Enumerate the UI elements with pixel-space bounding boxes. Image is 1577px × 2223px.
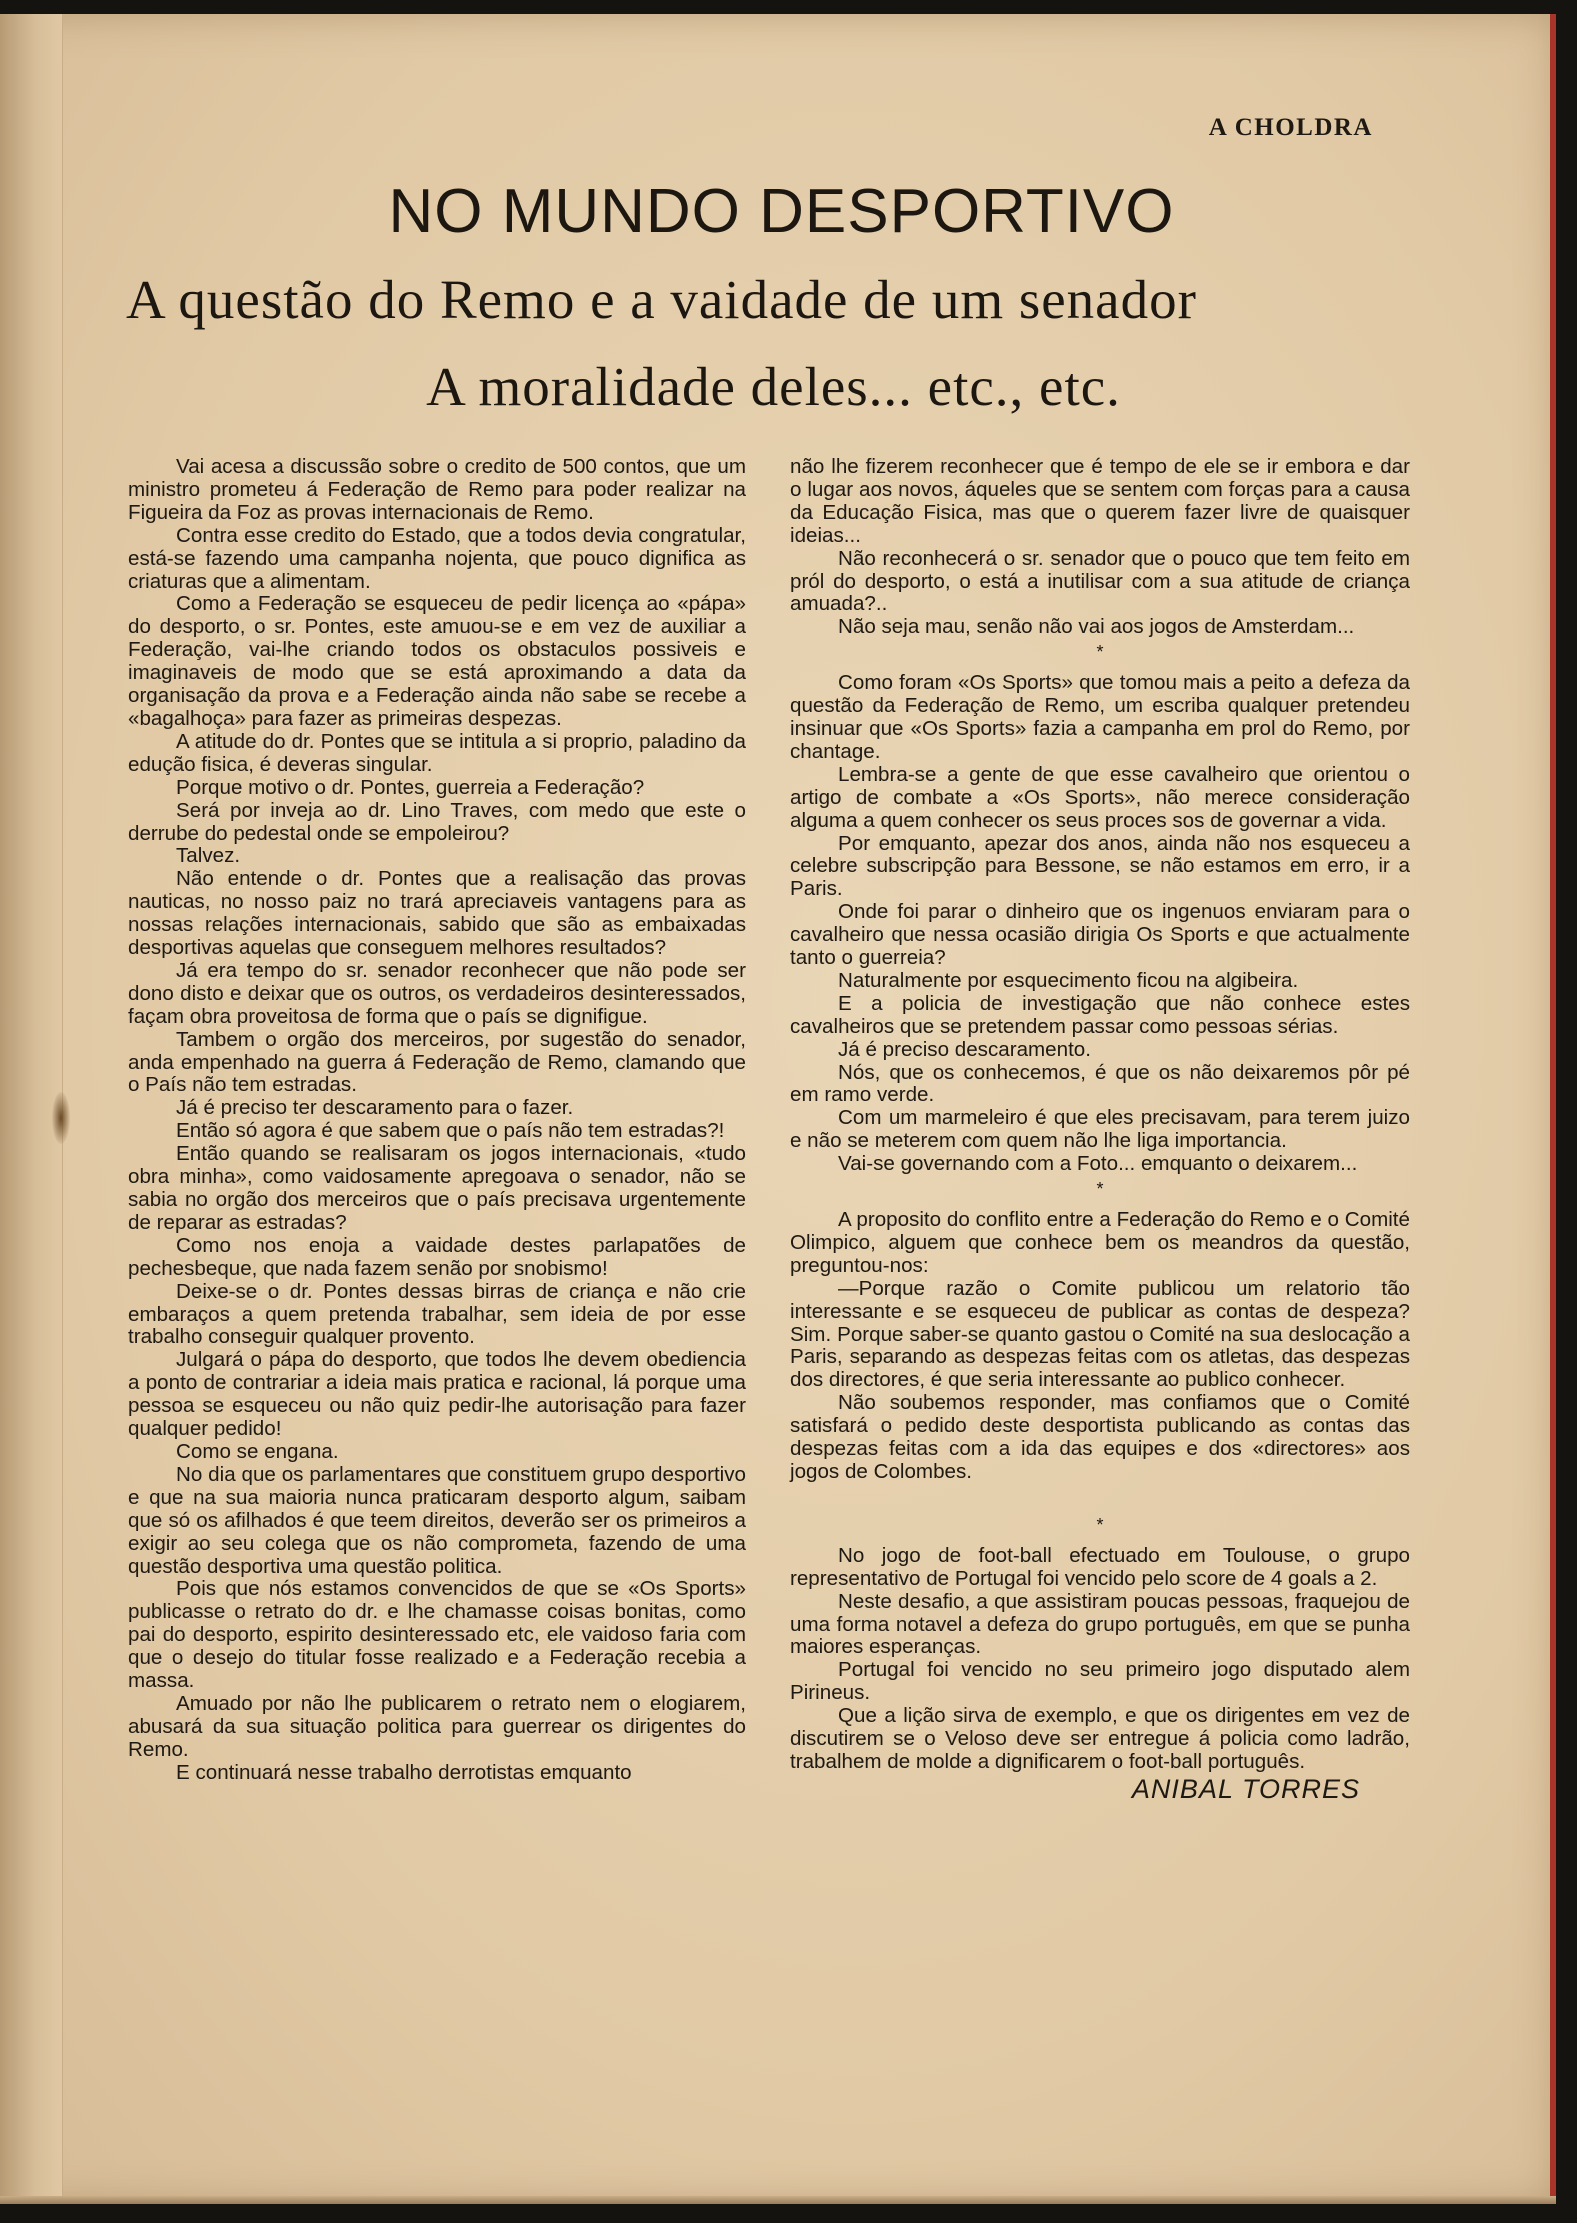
paragraph: Porque motivo o dr. Pontes, guerreia a Federação? xyxy=(176,775,645,799)
paragraph: Então só agora é que sabem que o país não tem estradas?! xyxy=(176,1119,725,1143)
page-edge-bottom xyxy=(0,2196,1556,2204)
paragraph: A atitude do dr. Pontes que se intitula a si proprio, paladino da edução fisica, é deveras singular. xyxy=(128,729,746,776)
paragraph: Como foram «Os Sports» que tomou mais a peito a defeza da questão da Federação de Remo, um escriba qualquer pretendeu insinuar que «Os Sports» fazia a campanha em prol do Remo, por chantage. xyxy=(790,671,1410,763)
paragraph: Portugal foi vencido no seu primeiro jogo disputado alem Pirineus. xyxy=(790,1658,1410,1705)
paragraph: Que a lição sirva de exemplo, e que os dirigentes em vez de discutirem se o Veloso deve ser entregue á policia como ladrão, trabalhem de molde a dignificarem o foot-ball português. xyxy=(790,1704,1410,1773)
paragraph: A proposito do conflito entre a Federação do Remo e o Comité Olimpico, alguem que conhece bem os meandros da questão, preguntou-nos: xyxy=(790,1208,1410,1277)
paragraph: Vai-se governando com a Foto... emquanto o deixarem... xyxy=(838,1152,1358,1176)
paragraph: Pois que nós estamos convencidos de que se «Os Sports» publicasse o retrato do dr. e lhe chamasse coisas bonitas, como pai do desporto, espirito desinteressado etc, ele vaidoso faria com que o desejo do titular fosse realizado e a Federação recebia a massa. xyxy=(128,1577,746,1693)
section-separator: * xyxy=(1096,642,1104,663)
paragraph: Como se engana. xyxy=(176,1439,339,1463)
article-title xyxy=(0,176,1577,247)
article-title-text: NO MUNDO DESPORTIVO xyxy=(388,177,1175,246)
author-signature: ANIBAL TORRES xyxy=(1131,1773,1360,1804)
paragraph: Não soubemos responder, mas confiamos que o Comité satisfará o pedido deste desportista publicando as contas das despezas feitas com a ida das equipes e dos «directores» aos jogos de Colombes. xyxy=(790,1391,1410,1483)
paragraph: Não seja mau, senão não vai aos jogos de Amsterdam... xyxy=(838,615,1355,639)
paragraph: Talvez. xyxy=(176,844,241,868)
paragraph: Neste desafio, a que assistiram poucas pessoas, fraquejou de uma forma notavel a defeza do grupo português, em que se punha maiores esperanças. xyxy=(790,1589,1410,1659)
page-edge-red xyxy=(1550,14,1556,2204)
paragraph: Naturalmente por esquecimento ficou na algibeira. xyxy=(838,968,1299,992)
section-separator: * xyxy=(1096,1179,1104,1200)
paragraph: Vai acesa a discussão sobre o credito de 500 contos, que um ministro prometeu á Federação de Remo para poder realizar na Figueira da Foz as provas internacionais de Remo. xyxy=(128,455,746,524)
paragraph: Já era tempo do sr. senador reconhecer que não pode ser dono disto e deixar que os outros, os verdadeiros desinteressados, façam obra proveitosa de forma que o país se dignifigue. xyxy=(128,958,746,1028)
paragraph: Amuado por não lhe publicarem o retrato nem o elogiarem, abusará da sua situação politica para guerrear os dirigentes do Remo. xyxy=(128,1691,746,1761)
paragraph: Nós, que os conhecemos, é que os não deixaremos pôr pé em ramo verde. xyxy=(790,1060,1410,1107)
paragraph: Lembra-se a gente de que esse cavalheiro que orientou o artigo de combate a «Os Sports», não merece consideração alguma a quem conhecer os seus proces sos de governar a vida. xyxy=(790,762,1410,832)
paragraph: Onde foi parar o dinheiro que os ingenuos enviaram para o cavalheiro que nessa ocasião dirigia Os Sports e que actualmente tanto o guerreia? xyxy=(790,900,1410,970)
paragraph: E a policia de investigação que não conhece estes cavalheiros que se pretendem passar como pessoas sérias. xyxy=(790,991,1410,1038)
paragraph: Não reconhecerá o sr. senador que o pouco que tem feito em pról do desporto, o está a inutilisar com a sua atitude de criança amuada?.. xyxy=(790,546,1410,616)
paragraph: Julgará o pápa do desporto, que todos lhe devem obediencia a ponto de contrariar a ideia mais pratica e racional, lá porque uma pessoa se esqueceu ou não quiz pedir-lhe autorisação para fazer qualquer pedido! xyxy=(128,1348,746,1441)
paragraph: Como a Federação se esqueceu de pedir licença ao «pápa» do desporto, o sr. Pontes, este amuou-se e em vez de auxiliar a Federação, vai-lhe criando todos os obstaculos possiveis e imaginaveis de modo que se está aproximando a data da organisação da prova e a Federação ainda não sabe se recebe a «bagalhoça» para fazer as primeiras despezas. xyxy=(128,592,746,730)
paragraph: —Porque razão o Comite publicou um relatorio tão interessante e se esqueceu de publicar as contas de despeza? Sim. Porque saber-se quanto gastou o Comité na sua deslocação a Paris, separando as despezas feitas com os atletas, das despezas dos directores, é que seria interessante ao publico conhecer. xyxy=(790,1276,1410,1392)
paragraph: Tambem o orgão dos merceiros, por sugestão do senador, anda empenhado na guerra á Federação de Remo, clamando que o País não tem estradas. xyxy=(128,1027,746,1097)
article-subtitle-1: A questão do Remo e a vaidade de um senador xyxy=(126,269,1197,330)
spacer xyxy=(790,1484,1410,1512)
right-column xyxy=(790,455,1410,1804)
paragraph: Com um marmeleiro é que eles precisavam, para terem juizo e não se meterem com quem não lhe liga importancia. xyxy=(790,1106,1410,1153)
paragraph: Deixe-se o dr. Pontes dessas birras de criança e não crie embaraços a quem pretenda trabalhar, sem ideia de por esse trabalho conseguir qualquer provento. xyxy=(128,1279,746,1349)
article-subtitle-2-text: A moralidade deles... etc., etc. xyxy=(426,356,1121,417)
left-column xyxy=(128,456,746,1785)
paragraph: Será por inveja ao dr. Lino Traves, com medo que este o derrube do pedestal onde se empoleirou? xyxy=(128,798,746,845)
paragraph: Como nos enoja a vaidade destes parlapatões de pechesbeque, que nada fazem senão por snobismo! xyxy=(128,1233,746,1280)
paragraph: Não entende o dr. Pontes que a realisação das provas nauticas, no nosso paiz no trará apreciaveis vantagens para as nossas relações internacionais, sabido que são as embaixadas desportivas aquelas que conseguem melhores resultados? xyxy=(128,867,746,960)
paragraph: E continuará nesse trabalho derrotistas emquanto xyxy=(176,1760,632,1784)
paragraph: Então quando se realisaram os jogos internacionais, «tudo obra minha», como vaidosamente apregoava o senador, não se sabia no orgão dos merceiros que o país precisava urgentemente de reparar as estradas? xyxy=(128,1142,746,1234)
section-separator: * xyxy=(1096,1514,1104,1535)
paragraph: Já é preciso descaramento. xyxy=(838,1037,1091,1061)
paragraph: No jogo de foot-ball efectuado em Toulouse, o grupo representativo de Portugal foi vencido pelo score de 4 goals a 2. xyxy=(790,1543,1410,1590)
paper-stain xyxy=(52,1092,70,1144)
paragraph-continuation: não lhe fizerem reconhecer que é tempo de ele se ir embora e dar o lugar aos novos, áqueles que se sentem com forças para a causa da Educação Fisica, mas que o querem fazer livre de quaisquer ideias... xyxy=(790,455,1410,547)
paragraph: Contra esse credito do Estado, que a todos devia congratular, está-se fazendo uma campanha nojenta, que pouco dignifica as criaturas que a alimentam. xyxy=(128,523,746,593)
paragraph: No dia que os parlamentares que constituem grupo desportivo e que na sua maioria nunca praticaram desporto algum, saibam que só os afilhados é que teem direitos, deverão ser os primeiros a exigir ao seu colega que os não comprometa, fazendo de uma questão desportiva uma questão politica. xyxy=(128,1462,746,1578)
paragraph: Já é preciso ter descaramento para o fazer. xyxy=(176,1096,574,1120)
article-subtitle-2 xyxy=(0,355,1577,418)
running-head: A CHOLDRA xyxy=(1208,114,1373,141)
paragraph: Por emquanto, apezar dos anos, ainda não nos esqueceu a celebre subscripção para Bessone, se não estamos em erro, ir a Paris. xyxy=(790,831,1410,901)
